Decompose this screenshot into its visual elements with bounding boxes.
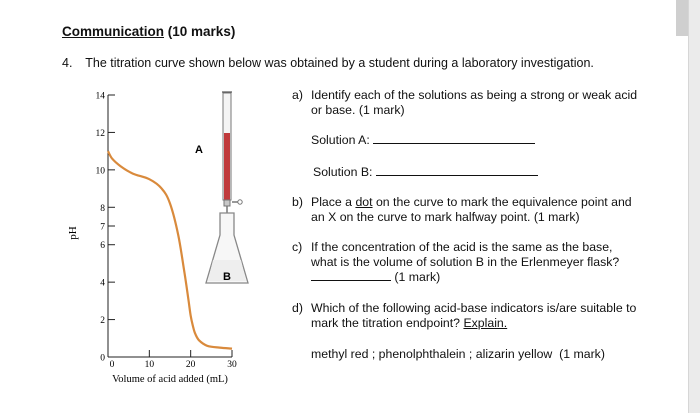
- part-a-text: Identify each of the solutions as being a strong or weak acid or base. (1 mark): [311, 88, 638, 117]
- part-b-label: b): [292, 195, 303, 209]
- x-axis-label: Volume of acid added (mL): [112, 374, 228, 385]
- y-tick-label: 14: [95, 91, 105, 102]
- solution-b-label: Solution B:: [313, 165, 373, 179]
- burette: [222, 92, 242, 218]
- y-tick-label: 2: [100, 316, 105, 327]
- x-tick-label: 0: [109, 360, 115, 370]
- y-tick-label: 10: [95, 166, 105, 177]
- question-text: The titration curve shown below was obtained by a student during a laboratory investigation.: [85, 56, 594, 70]
- y-tick-label: 12: [95, 128, 105, 139]
- part-c-question: If the concentration of the acid is the same as the base, what is the volume of solution B in the Erlenmeyer: [311, 240, 613, 269]
- part-b-text-1: Place a: [311, 195, 356, 209]
- question-4: [62, 56, 594, 70]
- part-b-dot-word: dot: [355, 195, 373, 209]
- x-tick-label: 20: [185, 360, 196, 370]
- y-tick-label: 6: [100, 241, 105, 252]
- y-axis-label: pH: [67, 226, 79, 240]
- titration-curve-line: [108, 151, 232, 349]
- stopcock-knob: [238, 200, 242, 204]
- y-tick-label: 4: [100, 278, 105, 289]
- part-d-text: [311, 301, 641, 331]
- indicator-options: methyl red ; phenolphthalein ; alizarin yellow: [311, 347, 553, 361]
- section-heading: [62, 24, 235, 39]
- solution-b-answer-line[interactable]: [376, 175, 538, 176]
- part-d-marks: (1 mark): [559, 347, 605, 361]
- flask-label: B: [223, 271, 231, 283]
- page-corner: [676, 0, 688, 36]
- part-d-label: d): [292, 301, 303, 315]
- x-tick-label: 10: [144, 360, 155, 370]
- part-b-text-2: on the curve to mark the equivalence point and an X on the curve to mark halfway point. (1 mark): [311, 195, 632, 224]
- x-ticks: [110, 350, 237, 370]
- y-tick-label: 8: [100, 203, 105, 214]
- y-tick-label: 7: [100, 222, 105, 233]
- part-a-label: a): [292, 88, 303, 102]
- part-c-answer-line[interactable]: [311, 280, 391, 281]
- titration-chart: [60, 85, 303, 390]
- part-b-text: [311, 195, 641, 225]
- part-d-question: Which of the following acid-base indicators is/are suitable to mark the titration endpoint?: [311, 301, 637, 330]
- burette-stopcock: [224, 200, 230, 206]
- burette-label: A: [195, 144, 203, 156]
- part-c-flask: flask?: [587, 255, 620, 269]
- part-d-options-row: [311, 347, 605, 362]
- burette-liquid: [224, 133, 230, 200]
- part-c-label: c): [292, 240, 303, 254]
- y-tick-label: 0: [100, 353, 105, 364]
- part-c-text: [311, 240, 641, 285]
- y-ticks: [96, 92, 116, 364]
- x-tick-label: 30: [227, 360, 237, 370]
- solution-a-label: Solution A:: [311, 133, 370, 147]
- solution-a-row: [311, 133, 535, 148]
- section-title: Communication: [62, 24, 165, 39]
- section-marks: (10 marks): [167, 24, 236, 39]
- question-number: 4.: [62, 56, 73, 70]
- titration-graph: [60, 85, 303, 390]
- solution-a-answer-line[interactable]: [373, 143, 535, 144]
- part-c-marks: (1 mark): [394, 270, 441, 284]
- solution-b-row: [313, 165, 538, 180]
- part-d-explain: Explain.: [463, 316, 508, 330]
